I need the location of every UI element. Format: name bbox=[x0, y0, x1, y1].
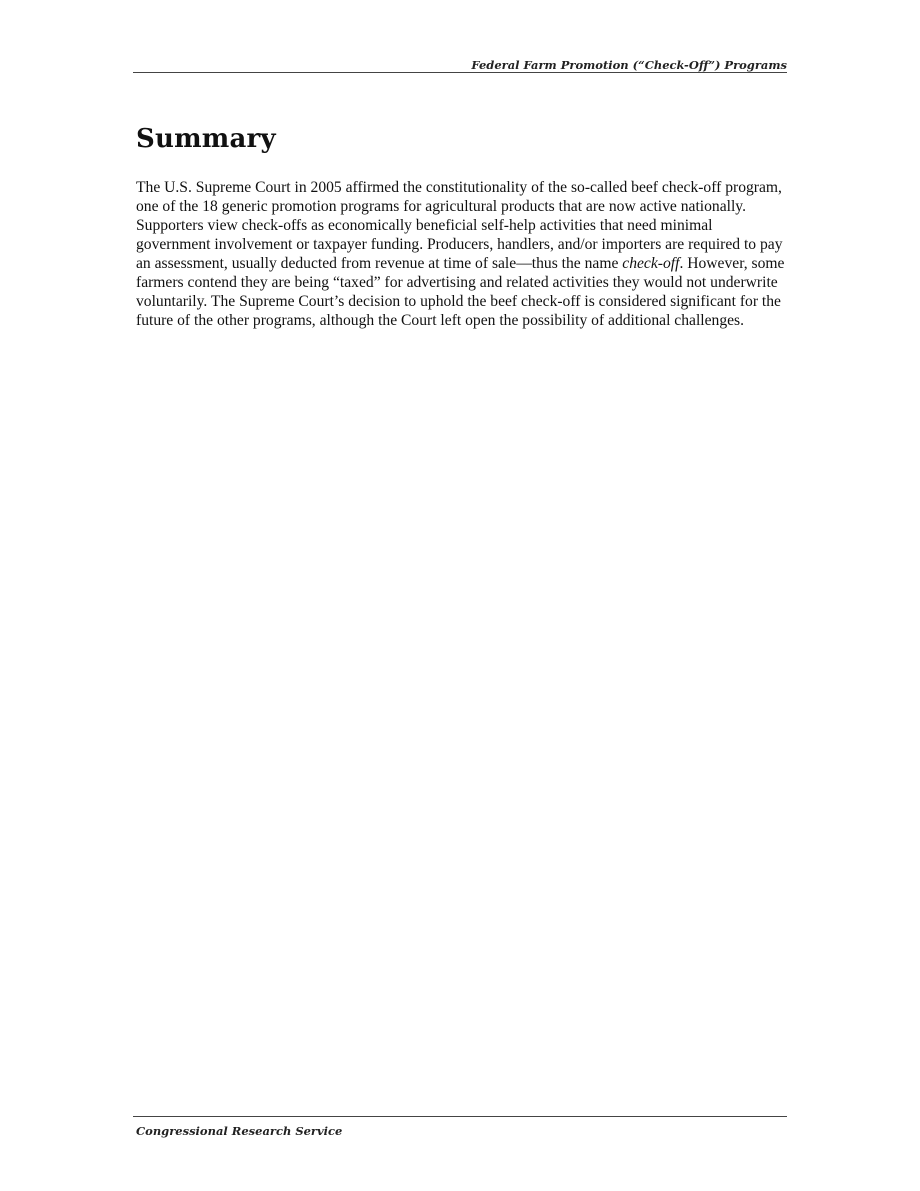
section-title: Summary bbox=[136, 124, 276, 154]
running-header-title: Federal Farm Promotion (“Check-Off”) Programs bbox=[471, 58, 787, 72]
running-footer bbox=[133, 1116, 787, 1140]
footer-organization: Congressional Research Service bbox=[136, 1124, 343, 1138]
summary-paragraph bbox=[136, 178, 788, 330]
summary-text-part-1: The U.S. Supreme Court in 2005 affirmed the constitutionality of the so-called beef check-off program, one of the 18 generic promotion programs for agricultural products that are now active nationally. Supporters view check-offs as economically beneficial self-help activities that need minimal government involvement or taxpayer funding. Producers, handlers, and/or importers are required to pay an assessment, usually deducted from revenue at time of sale—thus the name bbox=[136, 179, 783, 272]
summary-text-part-2: . However, some farmers contend they are being “taxed” for advertising and related activities they would not underwrite voluntarily. The Supreme Court’s decision to uphold the beef check-off is considered significant for the future of the other programs, although the Court left open the possibility of additional challenges. bbox=[136, 255, 785, 329]
summary-italic-term: check-off bbox=[622, 255, 680, 272]
running-header bbox=[133, 55, 787, 73]
